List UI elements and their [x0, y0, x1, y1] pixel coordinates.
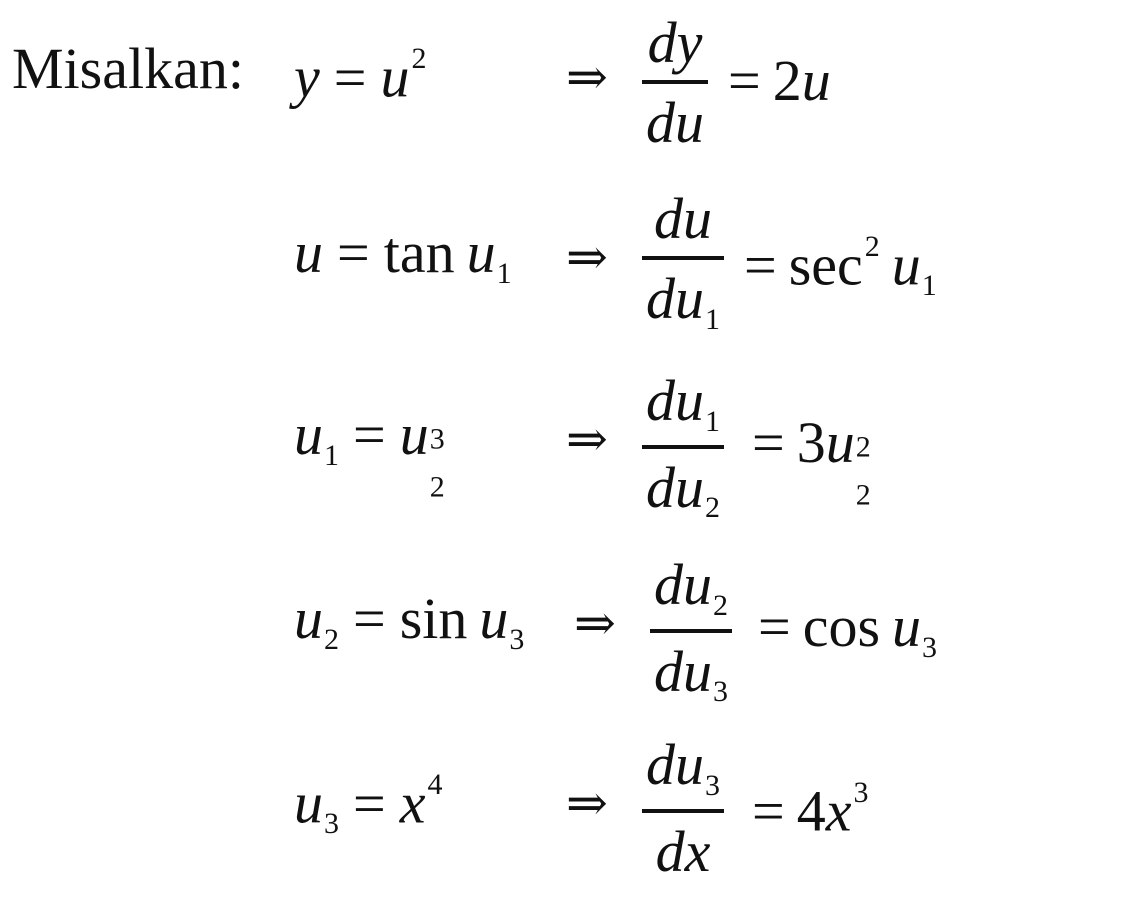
- row-5-derivative-fraction: [642, 732, 724, 884]
- row-2-denominator: $du_1$: [646, 266, 720, 336]
- row-3-denominator: $du_2$: [646, 454, 720, 524]
- row-1-lhs-var: y: [294, 44, 320, 110]
- row-4-rhs-sub: 3: [922, 630, 938, 664]
- row-5-lhs-arg: x: [399, 770, 426, 836]
- row-2-lhs-equals: =: [337, 220, 370, 285]
- row-2-rhs-sub: 1: [921, 269, 937, 302]
- equation-row-1: [0, 0, 1136, 180]
- row-2-rhs-fn: sec: [788, 232, 863, 298]
- row-1-rhs-equals: =: [728, 48, 761, 113]
- row-4-rhs-var: u: [892, 594, 922, 659]
- row-5-rhs: [752, 776, 869, 844]
- intro-label: Misalkan:: [12, 36, 244, 101]
- row-2-lhs-var: u: [294, 220, 323, 285]
- row-2-fraction-bar: [642, 256, 724, 260]
- row-2-rhs-fn-sup: 2: [864, 230, 880, 263]
- row-3-lhs-arg-scripts: [429, 422, 445, 503]
- row-3-lhs-equals: =: [353, 402, 386, 467]
- row-5-fraction-bar: [642, 809, 724, 813]
- row-1-derivative-fraction: [642, 10, 708, 155]
- row-4-numerator: $du_2$: [654, 552, 728, 622]
- row-4-lhs-arg-sub: 3: [509, 622, 525, 656]
- row-4-den-sub: 3: [713, 675, 728, 708]
- row-3-lhs-var-sub: 1: [324, 438, 339, 472]
- row-2-rhs-equals: =: [744, 232, 777, 298]
- row-3-rhs-sub: 2: [855, 478, 871, 511]
- row-5-lhs: [294, 770, 442, 839]
- row-1-rhs: [728, 48, 831, 113]
- row-4-num-sub: 2: [713, 588, 728, 622]
- row-5-rhs-sup: 3: [853, 776, 869, 809]
- row-1-numerator: dy: [647, 10, 703, 75]
- row-3-lhs-arg: u: [399, 402, 429, 467]
- row-2-rhs: [744, 232, 937, 301]
- row-3-numerator: $du_1$: [646, 368, 720, 438]
- row-4-rhs-equals: =: [758, 594, 791, 659]
- row-3-rhs-sup: 2: [855, 430, 871, 463]
- row-4-derivative-fraction: [650, 552, 732, 708]
- row-5-lhs-equals: =: [353, 770, 386, 836]
- row-2-lhs-fn: tan: [383, 220, 455, 285]
- row-3-den-sub: 2: [705, 491, 720, 524]
- row-2-lhs-arg-sub: 1: [496, 256, 512, 290]
- row-4-fraction-bar: [650, 629, 732, 633]
- row-2-numerator: du: [654, 186, 712, 251]
- row-1-lhs-arg: u: [380, 44, 410, 110]
- row-4-lhs-equals: =: [353, 586, 386, 651]
- row-4-implies-arrow: ⇒: [574, 595, 616, 651]
- row-4-lhs-fn: sin: [399, 586, 468, 651]
- equation-row-5: [0, 726, 1136, 906]
- row-3-rhs-scripts: [855, 430, 871, 511]
- row-1-fraction-bar: [642, 80, 708, 84]
- row-3-lhs-var: u: [294, 402, 323, 467]
- row-4-denominator: $du_3$: [654, 638, 728, 708]
- row-5-rhs-equals: =: [752, 778, 785, 844]
- row-3-implies-arrow: ⇒: [566, 411, 608, 467]
- row-5-denominator: dx: [655, 818, 711, 884]
- row-1-rhs-var: u: [801, 48, 831, 113]
- equation-row-3: [0, 362, 1136, 542]
- row-3-derivative-fraction: [642, 368, 724, 524]
- row-3-rhs-equals: =: [752, 410, 785, 475]
- row-1-lhs-equals: =: [333, 44, 367, 110]
- row-5-lhs-var: u: [294, 770, 323, 836]
- row-2-implies-arrow: ⇒: [566, 229, 608, 285]
- row-5-num-sub: 3: [705, 768, 720, 802]
- row-1-lhs: [294, 42, 427, 110]
- row-3-lhs-arg-sup: 3: [429, 422, 445, 455]
- row-5-rhs-var: x: [825, 778, 852, 844]
- row-3-rhs: [752, 410, 871, 511]
- row-2-rhs-var: u: [891, 232, 921, 298]
- row-2-den-sub: 1: [705, 302, 720, 336]
- row-2-lhs-arg: u: [466, 220, 496, 285]
- row-3-lhs: [294, 402, 445, 503]
- row-3-rhs-coef: 3: [796, 410, 826, 475]
- row-3-num-sub: 1: [705, 404, 720, 438]
- equation-row-4: [0, 546, 1136, 726]
- row-4-lhs-var: u: [294, 586, 323, 651]
- row-4-rhs-fn: cos: [802, 594, 881, 659]
- row-4-lhs: [294, 586, 525, 656]
- row-5-lhs-arg-sup: 4: [427, 768, 443, 801]
- row-3-rhs-var: u: [825, 410, 855, 475]
- equation-row-2: [0, 180, 1136, 360]
- row-2-derivative-fraction: [642, 186, 724, 336]
- row-2-lhs: [294, 220, 512, 290]
- row-1-lhs-arg-sup: 2: [411, 42, 427, 75]
- row-1-rhs-coef: 2: [772, 48, 802, 113]
- row-4-lhs-arg: u: [479, 586, 509, 651]
- row-4-lhs-var-sub: 2: [324, 622, 339, 656]
- row-3-fraction-bar: [642, 445, 724, 449]
- row-1-denominator: du: [646, 90, 704, 155]
- row-5-lhs-var-sub: 3: [324, 807, 339, 840]
- row-3-lhs-arg-sub: 2: [429, 470, 445, 503]
- row-1-implies-arrow: ⇒: [566, 49, 608, 105]
- row-5-numerator: $du_3$: [646, 732, 720, 802]
- row-5-rhs-coef: 4: [796, 778, 826, 844]
- row-4-rhs: [758, 594, 938, 664]
- row-5-implies-arrow: ⇒: [566, 775, 608, 831]
